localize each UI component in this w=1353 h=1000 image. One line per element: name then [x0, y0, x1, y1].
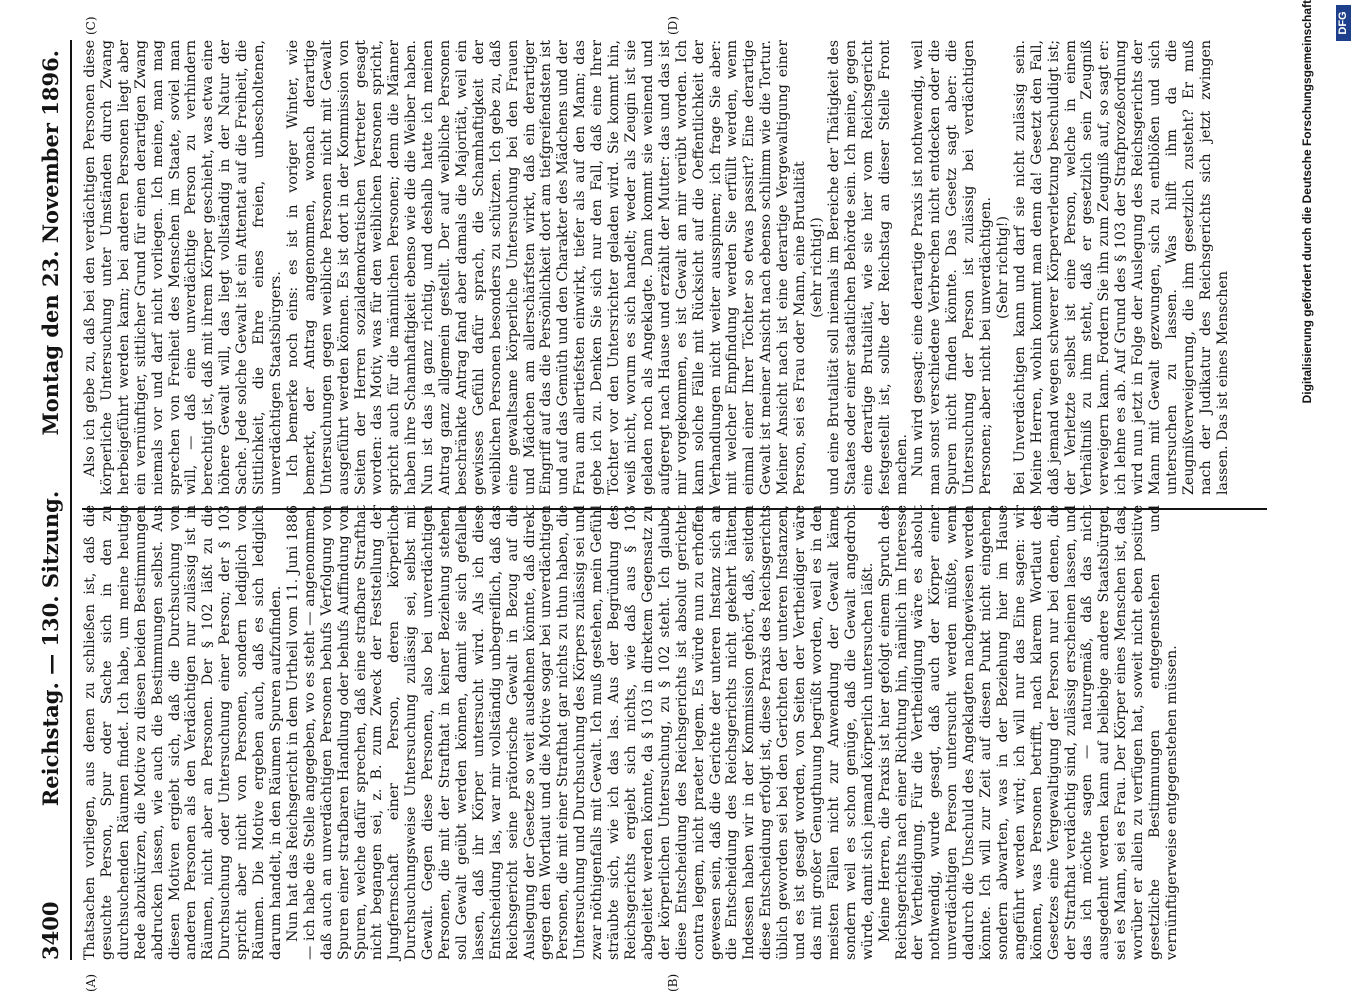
column-divider — [82, 508, 1267, 510]
paragraph: Ich bemerke noch eins: es ist in voriger Winter, wie bemerkt, der Antrag angenommen, wonach derartige Untersuchungen gegen weibliche Personen nicht mit Gewalt ausgeführt werden können. Es ist dort in der Kommission von Seiten der Herren sozialdemokratischen Vertreter gesagt worden: das Motiv, was für den weiblichen Personen spricht, spricht auch für die männlichen Personen; denn die Männer haben ihre Schamhaftigkeit ebenso wie die die Weiber haben. Nun ist das ja ganz richtig, und deshalb hatte ich meinen Antrag ganz allgemein gestellt. Der auf weibliche Personen beschränkte Antrag fand aber damals die Majorität, weil ein gewisses Gefühl dafür sprach, die Schamhaftigkeit der weiblichen Personen besonders zu schützen. Ich gebe zu, daß eine gewaltsame körperliche Untersuchung bei den Frauen und Mädchen am allerschärfsten wirkt, daß ein derartiger Eingriff auf das die Persönlichkeit dort am tiefgreifendsten ist und auf das Gemüth und den Charakter des Mädchens und der Frau am allertiefsten einwirkt, tiefer als auf den Mann; das gebe ich zu. Denken Sie sich nur den Fall, daß eine Ihrer Töchter vor den Untersrichter geladen wird. Sie kommt hin, weiß nicht, worum es sich handelt; weder als Zeugin ist sie geladen noch als Angeklagte. Dann kommt sie weinend und aufgeregt nach Hause und erzählt der Mutter: das und das ist mir vorgekommen, es ist Gewalt an mir verübt worden. Ich kann solche Fälle mit Rücksicht auf die Oeffentlichkeit der Verhandlungen nicht weiter ausspinnen; ich frage Sie aber: mit welcher Empfindung werden Sie erfüllt werden, wenn einmal einer Ihrer Töchter so etwas passirt? Eine derartige Gewalt ist meiner Ansicht nach ebenso schlimm wie die Tortur. Meiner Ansicht nach ist eine derartige Vergewaltigung einer Person, sei es Frau oder Mann, eine Brutalität — [284, 40, 809, 495]
date-title: Montag den 23. November 1896. — [37, 50, 63, 436]
paragraph: und eine Brutalität soll niemals im Bereiche der Thätigkeit des Staates oder einer staatlichen Behörde sein. Ich meine, gegen eine derartige Brutalität, wie sie hier vom Reichsgericht festgestellt ist, sollte der Reichstag an dieser Stelle Front machen. — [825, 40, 910, 495]
digitization-credit: Digitalisierung gefördert durch die Deutsche Forschungsgemeinschaft — [1300, 0, 1314, 404]
page-number: 3400 — [37, 901, 63, 960]
paragraph: Meine Herren, die Praxis ist hier gefolgt einem Spruch des Reichsgerichts nach einer Richtung hin, nämlich im Interesse der Vertheidigung. Für die Vertheidigung wäre es absolut nothwendig, wurde gesagt, daß auch der Körper einer unverdächtigen Person untersucht werden müßte, wenn dadurch die Unschuld des Angeklagten nachgewiesen werden könnte. Ich will zur Zeit auf diesen Punkt nicht eingehen, sondern abwarten, was in der Beziehung hier im Hause angeführt werden wird; ich will nur das Eine sagen: wir können, was Personen betrifft, nach klarem Wortlaut des Gesetzes eine Vergewaltigung der Person nur bei denen, die der Strafthat verdächtig sind, zulässig erscheinen lassen, und das ich möchte sagen — naturgemäß, daß das nicht ausgedehnt werden kann auf beliebige andere Staatsbürger, sei es Mann, sei es Frau. Der Körper eines Menschen ist, das, worüber er allein zu verfügen hat, soweit nicht eben positive gesetzliche Bestimmungen entgegenstehen und vernünftigerweise entgegenstehen müssen. — [876, 505, 1180, 960]
margin-mark-d: (D) — [666, 16, 680, 35]
paragraph: Bei Unverdächtigen kann und darf sie nicht zulässig sein. Meine Herren, wohin kommt man denn da! Gesetzt den Fall, daß jemand wegen schwerer Körperverletzung beschuldigt ist; der Verletzte selbst ist eine Person, welche in einem Verhältniß zu ihm steht, daß er gesetzlich sein Zeugniß verweigern kann. Fordern Sie ihn zum Zeugniß auf, so sagt er: ich lehne es ab. Auf Grund des § 103 der Strafprozeßordnung wird nun jetzt in Folge der Auslegung des Reichsgerichts der Mann mit Gewalt gezwungen, sich zu entblößen und sich untersuchen zu lassen. Was hilft ihm da die Zeugnißverweigerung, die ihm gesetzlich zusteht? Er muß nach der Judikatur des Reichsgerichts sich jetzt zwingen lassen. Das ist eines Menschen — [1011, 40, 1231, 495]
page-header — [30, 40, 72, 960]
interjection: (Sehr richtig!) — [994, 215, 1011, 320]
margin-mark-b: (B) — [666, 973, 680, 992]
margin-mark-c: (C) — [84, 16, 98, 35]
paragraph: Nun wird gesagt: eine derartige Praxis ist nothwendig, weil man sonst verschiedene Verbrechen nicht entdecken oder die Spuren nicht finden könnte. Das Gesetz sagt aber: die Untersuchung der Person ist zulässig bei verdächtigen Personen; aber nicht bei unverdächtigen. — [910, 40, 995, 495]
dfg-logo: DFG — [1336, 5, 1351, 41]
left-column — [82, 505, 1181, 960]
paragraph: Nun hat das Reichsgericht in dem Urtheil vom 11. Juni 1886 — ich habe die Stelle angegeben, wo es steht — angenommen, daß auch an unverdächtigen Personen behufs Verfolgung von Spuren einer strafbaren Handlung oder behufs Auffindung von Spuren, welche dafür sprechen, daß eine strafbare Strafthat nicht begangen sei, z. B. zum Zweck der Feststellung der Jungfernschaft einer Person, deren körperliche Durchsuchungsweise Untersuchung zulässig sei, selbst mit Gewalt. Gegen diese Personen, also bei unverdächtigen Personen, die mit der Strafthat in keiner Beziehung stehen, soll Gewalt geübt werden können, damit sie sich gefallen lassen, daß ihr Körper untersucht wird. Als ich diese Entscheidung las, war mir vollständig unbegreiflich, daß das Reichsgericht seine prätorische Gewalt in Bezug auf die Auslegung der Gesetze so weit ausdehnen könnte, daß direkt gegen den Wortlaut und die Motive sogar bei unverdächtigen Personen, die mit einer Strafthat gar nichts zu thun haben, die Untersuchung und Durchsuchung des Körpers zulässig sei und zwar nöthigenfalls mit Gewalt. Ich muß gestehen, mein Gefühl sträubte sich, wie ich das las. Aus der Begründung des Reichsgerichts ergiebt sich nichts, wie daß aus § 103 abgeleitet werden könnte, da § 103 in direktem Gegensatz zu der körperlichen Untersuchung, zu § 102 steht. Ich glaube, diese Entscheidung des Reichsgerichts ist absolut gerichtet contra legem, nicht praeter legem. Es würde nun zu erhoffen gewesen sein, daß die Gerichte der unteren Instanz sich an die Entscheidung des Reichsgerichts nicht gekehrt hätten. Indessen haben wir in der Kommission gehört, daß, seitdem diese Entscheidung erfolgt ist, diese Praxis des Reichsgerichts üblich geworden sei bei den Gerichten der unteren Instanzen, und es ist gesagt worden, von Seiten der Vertheidiger wäre das mit großer Genugthuung begrüßt worden, weil es in den meisten Fällen nicht zur Anwendung der Gewalt käme, sondern weil es schon genüge, daß die Gewalt angedroht würde, damit sich jemand körperlich untersuchen läßt. — [284, 505, 876, 960]
paragraph: Also ich gebe zu, daß bei den verdächtigen Personen diese körperliche Untersuchung unter Umständen durch Zwang herbeigeführt werden kann; bei anderen Personen liegt aber ein vernünftiger, sittlicher Grund für einen derartigen Zwang niemals vor und darf nicht vorliegen. Ich meine, man mag sprechen von Freiheit des Menschen im Staate, soviel man will, — daß eine unverdächtige Person zu verhindern berechtigt ist, daß mit ihrem Körper geschieht, was etwa eine höhere Gewalt will, das liegt vollständig in der Natur der Sache. Jede solche Gewalt ist ein Attentat auf die Freiheit, die Sittlichkeit, die Ehre eines freien, unbescholtenen, unverdächtigen Staatsbürgers. — [82, 40, 284, 495]
paragraph: Thatsachen vorliegen, aus denen zu schließen ist, daß die gesuchte Person, Spur oder Sache sich in den zu durchsuchenden Räumen findet. Ich habe, um meine heutige Rede abzukürzen, die Motive zu diesen beiden Bestimmungen abdrucken lassen, wie auch die Bestimmungen selbst. Aus diesen Motiven ergiebt sich, daß die Durchsuchung von anderen Personen als den Verdächtigen nur zulässig ist in Räumen, nicht aber an Personen. Der § 102 läßt zu die Durchsuchung oder Untersuchung einer Person; der § 103 spricht aber nicht von Personen, sondern lediglich von Räumen. Die Motive ergeben auch, daß es sich lediglich darum handelt, in den Räumen Spuren aufzufinden. — [82, 505, 284, 960]
right-column — [82, 40, 1232, 495]
session-title: Reichstag. — 130. Sitzung. — [37, 490, 63, 807]
interjection: (sehr richtig!) — [808, 217, 825, 318]
margin-mark-a: (A) — [84, 973, 98, 992]
